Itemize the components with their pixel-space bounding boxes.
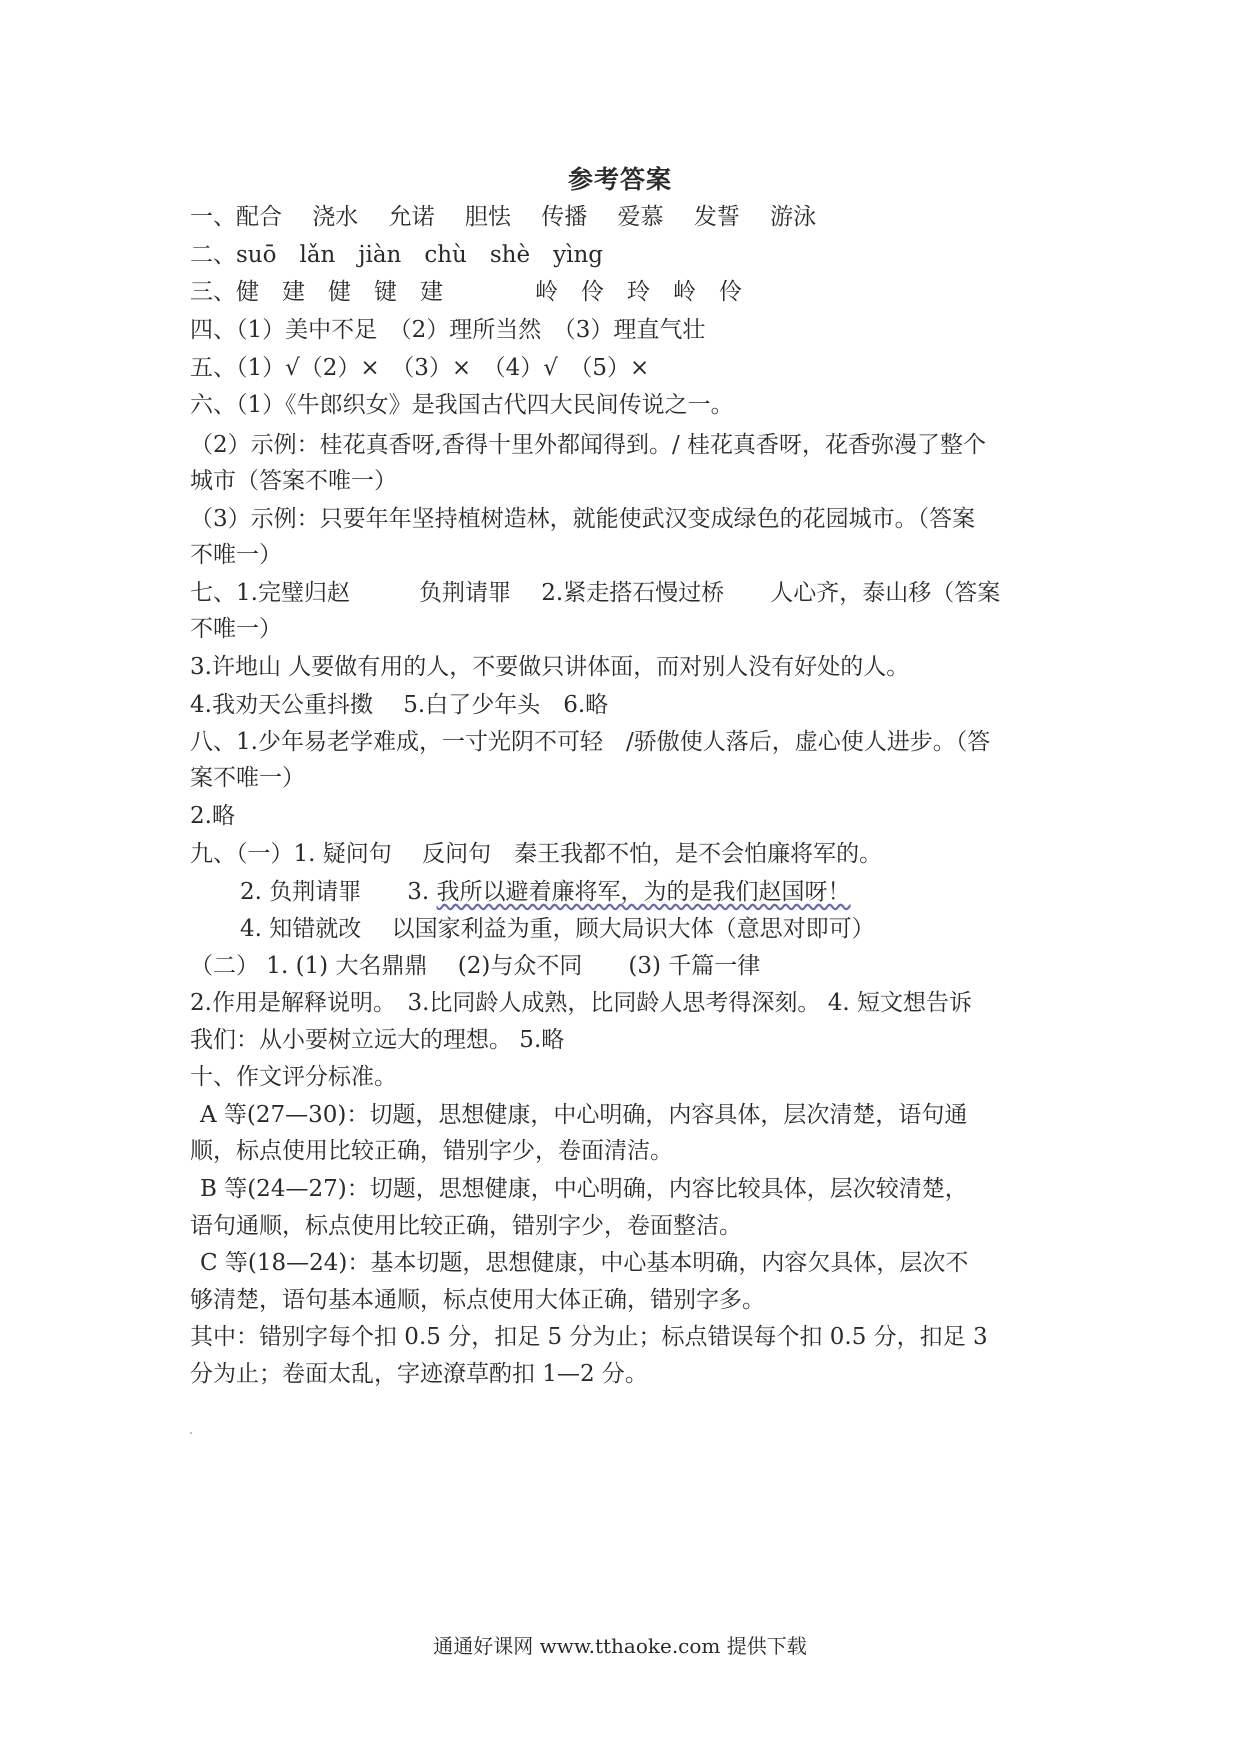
answer-line-21: （二） 1. (1) 大名鼎鼎 (2)与众不同 (3) 千篇一律 bbox=[190, 953, 761, 979]
answer-line-27: B 等(24—27)：切题，思想健康，中心明确，内容比较具体，层次较清楚， bbox=[200, 1176, 968, 1202]
answer-line-25: A 等(27—30)：切题，思想健康，中心明确，内容具体，层次清楚，语句通 bbox=[200, 1102, 968, 1128]
answer-line-14: 4.我劝天公重抖擞 5.白了少年头 6.略 bbox=[190, 692, 609, 718]
answer-line-9: （3）示例：只要年年坚持植树造林，就能使武汉变成绿色的花园城市。（答案 bbox=[190, 506, 976, 532]
answer-line-32: 分为止；卷面太乱，字迹潦草酌扣 1—2 分。 bbox=[190, 1361, 648, 1387]
answer-line-5: 五、（1）√（2）× （3）× （4）√ （5）× bbox=[190, 355, 650, 381]
answer-line-31: 其中：错别字每个扣 0.5 分，扣足 5 分为止；标点错误每个扣 0.5 分，扣足 3 bbox=[190, 1324, 988, 1350]
answer-line-20: 4. 知错就改 以国家利益为重，顾大局识大体（意思对即可） bbox=[240, 916, 875, 942]
answer-line-24: 十、作文评分标准。 bbox=[190, 1064, 397, 1090]
answer-line-7: （2）示例：桂花真香呀,香得十里外都闻得到。/ 桂花真香呀，花香弥漫了整个 bbox=[190, 432, 987, 458]
answer-line-16: 案不唯一） bbox=[190, 765, 305, 791]
answer-line-1: 一、配合 浇水 允诺 胆怯 传播 爱慕 发誓 游泳 bbox=[190, 204, 817, 230]
page-footer: 通通好课网 www.tthaoke.com 提供下载 bbox=[433, 1634, 807, 1658]
answer-line-19 bbox=[240, 877, 851, 907]
answer-line-4: 四、（1）美中不足 （2）理所当然 （3）理直气壮 bbox=[190, 317, 706, 343]
answer-line-22: 2.作用是解释说明。 3.比同龄人成熟，比同龄人思考得深刻。 4. 短文想告诉 bbox=[190, 990, 972, 1016]
answer-line-3: 三、健 建 健 键 建 岭 伶 玲 岭 伶 bbox=[190, 279, 742, 305]
answer-line-18: 九、（一）1. 疑问句 反问句 秦王我都不怕，是不会怕廉将军的。 bbox=[190, 841, 883, 867]
scan-speck bbox=[190, 1432, 192, 1434]
answer-line-19-start: 2. 负荆请罪 3. bbox=[240, 879, 437, 905]
answer-line-17: 2.略 bbox=[190, 803, 235, 829]
answer-line-29: C 等(18—24)：基本切题，思想健康，中心基本明确，内容欠具体，层次不 bbox=[200, 1250, 969, 1276]
answer-line-15: 八、1.少年易老学难成，一寸光阴不可轻 /骄傲使人落后，虚心使人进步。（答 bbox=[190, 729, 991, 755]
answer-line-10: 不唯一） bbox=[190, 542, 282, 568]
answer-line-6: 六、（1）《牛郎织女》是我国古代四大民间传说之一。 bbox=[190, 392, 734, 418]
answer-line-2: 二、suō lǎn jiàn chù shè yìng bbox=[190, 242, 603, 268]
page-title: 参考答案 bbox=[567, 165, 672, 194]
answer-line-13: 3.许地山 人要做有用的人，不要做只讲体面，而对别人没有好处的人。 bbox=[190, 654, 910, 680]
answer-line-12: 不唯一） bbox=[190, 616, 282, 642]
answer-line-28: 语句通顺，标点使用比较正确，错别字少，卷面整洁。 bbox=[190, 1213, 742, 1239]
answer-line-11: 七、1.完璧归赵 负荆请罪 2.紧走搭石慢过桥 人心齐，泰山移（答案 bbox=[190, 580, 1001, 606]
answer-line-23: 我们：从小要树立远大的理想。 5.略 bbox=[190, 1027, 565, 1053]
answer-line-30: 够清楚，语句基本通顺，标点使用大体正确，错别字多。 bbox=[190, 1287, 765, 1313]
wavy-underlined-sentence: 我所以避着廉将军，为的是我们赵国呀！ bbox=[436, 879, 851, 905]
answer-line-26: 顺，标点使用比较正确，错别字少，卷面清洁。 bbox=[190, 1138, 673, 1164]
answer-line-8: 城市（答案不唯一） bbox=[190, 468, 397, 494]
